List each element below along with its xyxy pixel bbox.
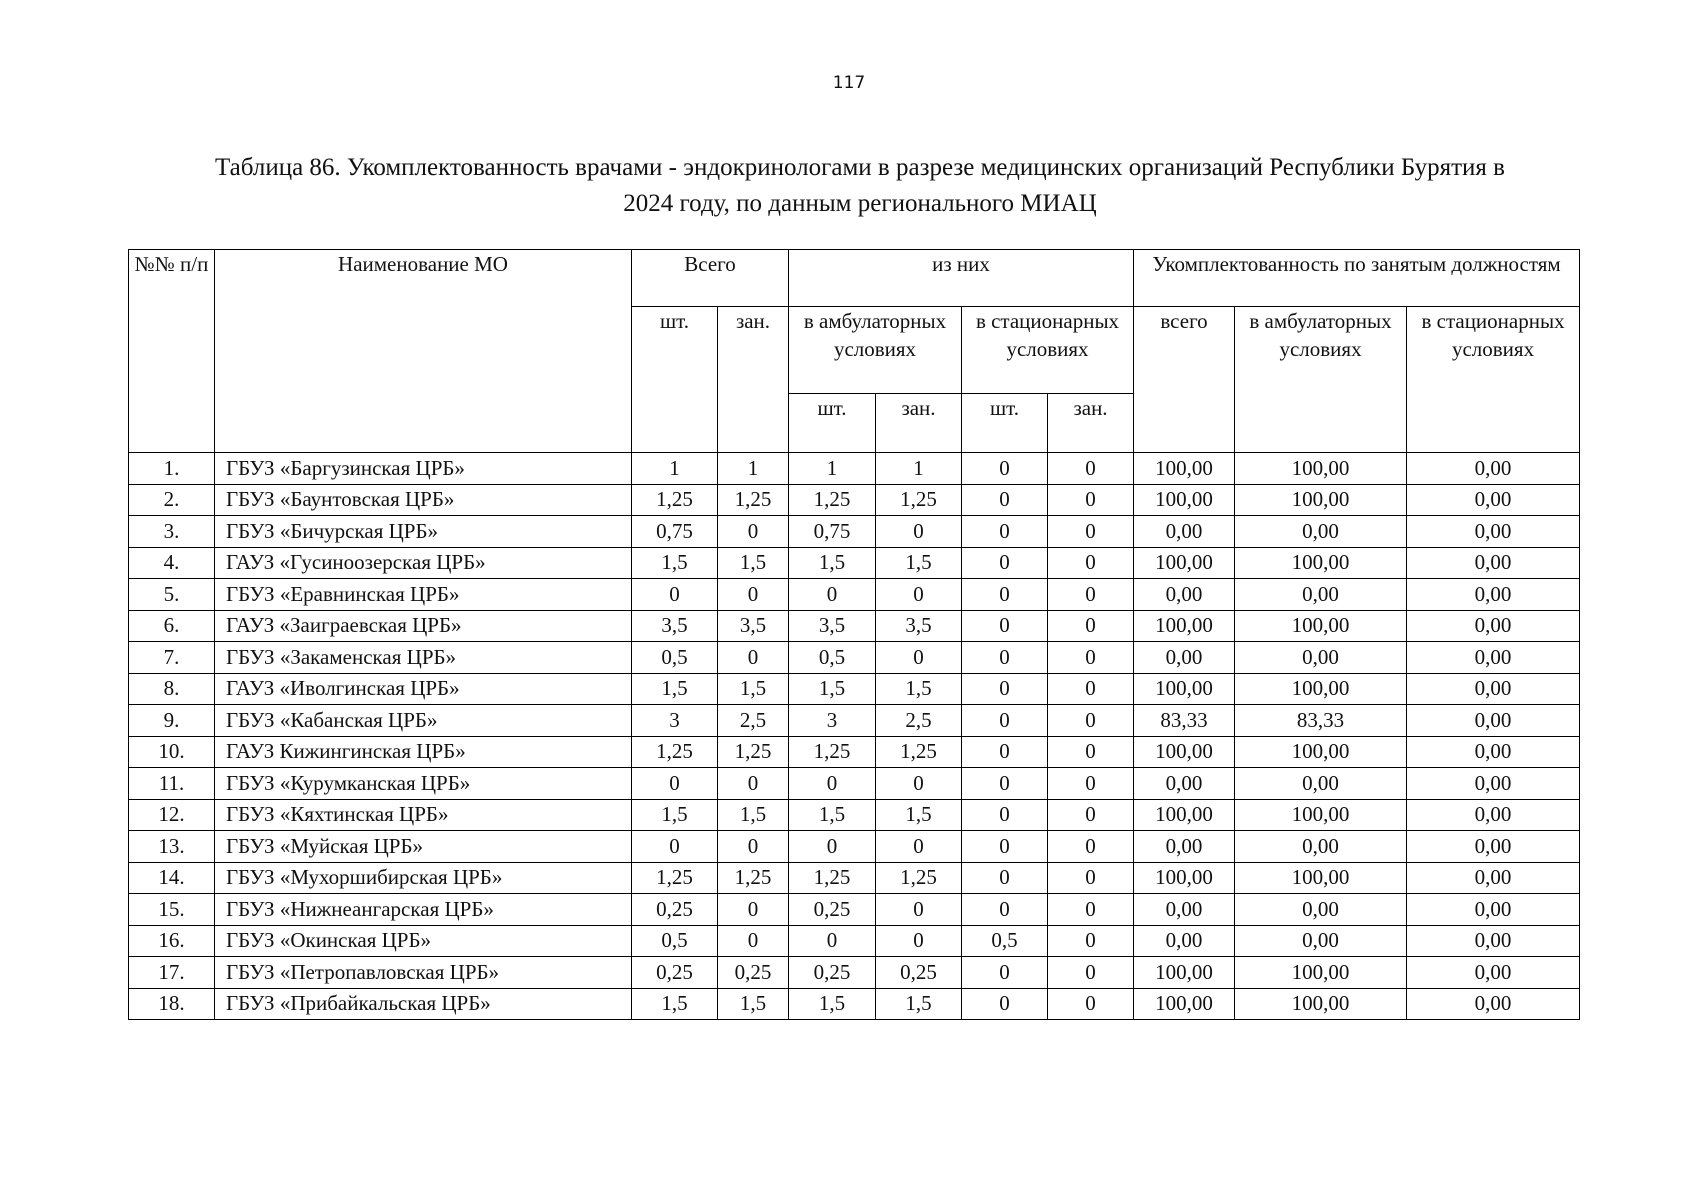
cell-pct-all: 100,00 xyxy=(1134,673,1235,705)
cell-stat-zan: 0 xyxy=(1048,894,1134,926)
cell-pct-stat: 0,00 xyxy=(1407,831,1580,863)
header-amb-zan: зан. xyxy=(876,394,962,453)
cell-pct-stat: 0,00 xyxy=(1407,484,1580,516)
cell-total-zan: 0 xyxy=(718,516,789,548)
cell-row-number: 14. xyxy=(129,862,215,894)
cell-amb-zan: 1,5 xyxy=(876,988,962,1020)
cell-stat-zan: 0 xyxy=(1048,673,1134,705)
cell-pct-amb: 100,00 xyxy=(1235,988,1407,1020)
cell-total-sht: 0,5 xyxy=(632,642,718,674)
cell-stat-sht: 0 xyxy=(962,516,1048,548)
cell-pct-all: 100,00 xyxy=(1134,988,1235,1020)
cell-stat-zan: 0 xyxy=(1048,831,1134,863)
cell-pct-amb: 0,00 xyxy=(1235,894,1407,926)
cell-amb-zan: 1,25 xyxy=(876,736,962,768)
cell-pct-all: 100,00 xyxy=(1134,484,1235,516)
cell-stat-sht: 0 xyxy=(962,736,1048,768)
cell-total-sht: 1,25 xyxy=(632,862,718,894)
cell-amb-zan: 0 xyxy=(876,925,962,957)
cell-pct-all: 0,00 xyxy=(1134,925,1235,957)
cell-row-number: 13. xyxy=(129,831,215,863)
cell-total-sht: 1,5 xyxy=(632,799,718,831)
cell-total-sht: 0 xyxy=(632,831,718,863)
table-row xyxy=(129,925,1580,957)
cell-total-sht: 0,25 xyxy=(632,957,718,989)
cell-total-zan: 0 xyxy=(718,831,789,863)
cell-amb-sht: 1 xyxy=(789,453,876,485)
cell-stat-zan: 0 xyxy=(1048,453,1134,485)
cell-row-number: 18. xyxy=(129,988,215,1020)
table-row xyxy=(129,484,1580,516)
cell-stat-sht: 0 xyxy=(962,957,1048,989)
cell-stat-zan: 0 xyxy=(1048,547,1134,579)
cell-pct-stat: 0,00 xyxy=(1407,988,1580,1020)
cell-pct-amb: 0,00 xyxy=(1235,831,1407,863)
cell-stat-sht: 0 xyxy=(962,642,1048,674)
table-header xyxy=(129,250,1580,453)
cell-total-zan: 0 xyxy=(718,579,789,611)
header-stat: в стационарных условиях xyxy=(962,307,1134,394)
header-of-them: из них xyxy=(789,250,1134,307)
cell-pct-amb: 100,00 xyxy=(1235,957,1407,989)
cell-amb-zan: 2,5 xyxy=(876,705,962,737)
table-row xyxy=(129,799,1580,831)
cell-mo-name: ГБУЗ «Бичурская ЦРБ» xyxy=(215,516,632,548)
header-stat-sht: шт. xyxy=(962,394,1048,453)
cell-total-sht: 1 xyxy=(632,453,718,485)
cell-amb-zan: 0 xyxy=(876,831,962,863)
cell-pct-amb: 100,00 xyxy=(1235,862,1407,894)
header-pct-stat: в стационарных условиях xyxy=(1407,307,1580,453)
cell-pct-all: 100,00 xyxy=(1134,862,1235,894)
cell-stat-sht: 0 xyxy=(962,453,1048,485)
cell-pct-stat: 0,00 xyxy=(1407,768,1580,800)
cell-mo-name: ГБУЗ «Муйская ЦРБ» xyxy=(215,831,632,863)
cell-amb-zan: 1,5 xyxy=(876,673,962,705)
cell-mo-name: ГБУЗ «Петропавловская ЦРБ» xyxy=(215,957,632,989)
cell-stat-sht: 0 xyxy=(962,894,1048,926)
cell-row-number: 8. xyxy=(129,673,215,705)
cell-mo-name: ГБУЗ «Нижнеангарская ЦРБ» xyxy=(215,894,632,926)
cell-amb-zan: 1,25 xyxy=(876,484,962,516)
table-row xyxy=(129,547,1580,579)
cell-row-number: 9. xyxy=(129,705,215,737)
cell-amb-zan: 1,25 xyxy=(876,862,962,894)
cell-stat-zan: 0 xyxy=(1048,799,1134,831)
cell-mo-name: ГБУЗ «Еравнинская ЦРБ» xyxy=(215,579,632,611)
cell-pct-amb: 100,00 xyxy=(1235,736,1407,768)
cell-row-number: 4. xyxy=(129,547,215,579)
cell-stat-sht: 0 xyxy=(962,831,1048,863)
header-name: Наименование МО xyxy=(215,250,632,453)
cell-amb-sht: 0,25 xyxy=(789,957,876,989)
cell-amb-zan: 1 xyxy=(876,453,962,485)
cell-stat-sht: 0 xyxy=(962,768,1048,800)
header-staffing: Укомплектованность по занятым должностям xyxy=(1134,250,1580,307)
cell-total-zan: 0 xyxy=(718,894,789,926)
cell-stat-sht: 0 xyxy=(962,579,1048,611)
cell-pct-all: 100,00 xyxy=(1134,957,1235,989)
cell-pct-stat: 0,00 xyxy=(1407,736,1580,768)
table-row xyxy=(129,453,1580,485)
cell-row-number: 6. xyxy=(129,610,215,642)
cell-pct-stat: 0,00 xyxy=(1407,516,1580,548)
header-amb-sht: шт. xyxy=(789,394,876,453)
cell-row-number: 3. xyxy=(129,516,215,548)
cell-amb-sht: 0 xyxy=(789,579,876,611)
cell-stat-zan: 0 xyxy=(1048,579,1134,611)
table-row xyxy=(129,736,1580,768)
cell-stat-zan: 0 xyxy=(1048,862,1134,894)
cell-amb-zan: 3,5 xyxy=(876,610,962,642)
table-row xyxy=(129,579,1580,611)
cell-stat-zan: 0 xyxy=(1048,484,1134,516)
cell-stat-zan: 0 xyxy=(1048,988,1134,1020)
cell-pct-amb: 0,00 xyxy=(1235,642,1407,674)
table-row xyxy=(129,768,1580,800)
cell-stat-sht: 0 xyxy=(962,862,1048,894)
cell-total-sht: 3 xyxy=(632,705,718,737)
cell-mo-name: ГБУЗ «Мухоршибирская ЦРБ» xyxy=(215,862,632,894)
cell-total-zan: 0 xyxy=(718,768,789,800)
cell-amb-sht: 3 xyxy=(789,705,876,737)
cell-mo-name: ГБУЗ «Баунтовская ЦРБ» xyxy=(215,484,632,516)
cell-amb-zan: 0 xyxy=(876,516,962,548)
staffing-table xyxy=(128,249,1580,1020)
cell-total-zan: 1,5 xyxy=(718,547,789,579)
cell-stat-sht: 0 xyxy=(962,547,1048,579)
header-pct-amb: в амбулаторных условиях xyxy=(1235,307,1407,453)
cell-pct-amb: 100,00 xyxy=(1235,610,1407,642)
cell-amb-zan: 0 xyxy=(876,642,962,674)
table-body xyxy=(129,453,1580,1020)
cell-amb-sht: 1,25 xyxy=(789,484,876,516)
cell-pct-amb: 100,00 xyxy=(1235,799,1407,831)
cell-pct-stat: 0,00 xyxy=(1407,862,1580,894)
cell-mo-name: ГБУЗ «Баргузинская ЦРБ» xyxy=(215,453,632,485)
cell-pct-amb: 100,00 xyxy=(1235,547,1407,579)
cell-pct-stat: 0,00 xyxy=(1407,894,1580,926)
page-number: 117 xyxy=(832,73,866,93)
cell-amb-zan: 0 xyxy=(876,894,962,926)
cell-stat-sht: 0 xyxy=(962,484,1048,516)
header-total-zan: зан. xyxy=(718,307,789,453)
cell-row-number: 7. xyxy=(129,642,215,674)
cell-amb-zan: 0 xyxy=(876,768,962,800)
cell-row-number: 12. xyxy=(129,799,215,831)
cell-amb-sht: 1,5 xyxy=(789,799,876,831)
cell-stat-sht: 0 xyxy=(962,799,1048,831)
cell-pct-amb: 100,00 xyxy=(1235,484,1407,516)
cell-amb-sht: 1,5 xyxy=(789,673,876,705)
cell-stat-zan: 0 xyxy=(1048,642,1134,674)
cell-stat-zan: 0 xyxy=(1048,957,1134,989)
cell-amb-sht: 1,5 xyxy=(789,547,876,579)
cell-total-sht: 3,5 xyxy=(632,610,718,642)
cell-mo-name: ГАУЗ «Иволгинская ЦРБ» xyxy=(215,673,632,705)
cell-pct-all: 100,00 xyxy=(1134,799,1235,831)
cell-pct-amb: 100,00 xyxy=(1235,453,1407,485)
cell-amb-sht: 0,5 xyxy=(789,642,876,674)
cell-stat-zan: 0 xyxy=(1048,736,1134,768)
cell-row-number: 15. xyxy=(129,894,215,926)
cell-amb-sht: 0,25 xyxy=(789,894,876,926)
cell-pct-all: 100,00 xyxy=(1134,547,1235,579)
cell-total-sht: 0,5 xyxy=(632,925,718,957)
table-row xyxy=(129,642,1580,674)
header-num: №№ п/п xyxy=(129,250,215,453)
cell-total-zan: 2,5 xyxy=(718,705,789,737)
cell-total-zan: 1,5 xyxy=(718,799,789,831)
cell-mo-name: ГБУЗ «Закаменская ЦРБ» xyxy=(215,642,632,674)
cell-pct-all: 0,00 xyxy=(1134,516,1235,548)
cell-mo-name: ГБУЗ «Курумканская ЦРБ» xyxy=(215,768,632,800)
cell-pct-stat: 0,00 xyxy=(1407,547,1580,579)
cell-pct-all: 0,00 xyxy=(1134,831,1235,863)
header-pct-all: всего xyxy=(1134,307,1235,453)
cell-total-sht: 0,75 xyxy=(632,516,718,548)
cell-row-number: 1. xyxy=(129,453,215,485)
header-amb: в амбулаторных условиях xyxy=(789,307,962,394)
cell-mo-name: ГБУЗ «Окинская ЦРБ» xyxy=(215,925,632,957)
cell-amb-sht: 1,25 xyxy=(789,862,876,894)
cell-pct-all: 100,00 xyxy=(1134,736,1235,768)
cell-total-sht: 0 xyxy=(632,768,718,800)
cell-pct-stat: 0,00 xyxy=(1407,610,1580,642)
cell-total-sht: 1,5 xyxy=(632,547,718,579)
cell-stat-sht: 0,5 xyxy=(962,925,1048,957)
cell-amb-zan: 0,25 xyxy=(876,957,962,989)
cell-total-sht: 1,25 xyxy=(632,736,718,768)
table-title xyxy=(100,150,1620,222)
cell-mo-name: ГАУЗ Кижингинская ЦРБ» xyxy=(215,736,632,768)
cell-stat-sht: 0 xyxy=(962,988,1048,1020)
cell-total-zan: 1,25 xyxy=(718,484,789,516)
cell-amb-zan: 1,5 xyxy=(876,547,962,579)
header-stat-zan: зан. xyxy=(1048,394,1134,453)
cell-total-zan: 1 xyxy=(718,453,789,485)
cell-row-number: 16. xyxy=(129,925,215,957)
cell-pct-stat: 0,00 xyxy=(1407,673,1580,705)
table-row xyxy=(129,831,1580,863)
header-total-sht: шт. xyxy=(632,307,718,453)
cell-amb-sht: 0 xyxy=(789,831,876,863)
cell-total-zan: 0,25 xyxy=(718,957,789,989)
cell-amb-zan: 0 xyxy=(876,579,962,611)
cell-pct-all: 0,00 xyxy=(1134,894,1235,926)
cell-pct-all: 0,00 xyxy=(1134,579,1235,611)
cell-total-sht: 0,25 xyxy=(632,894,718,926)
table-row xyxy=(129,673,1580,705)
cell-pct-all: 0,00 xyxy=(1134,642,1235,674)
cell-row-number: 2. xyxy=(129,484,215,516)
cell-pct-stat: 0,00 xyxy=(1407,957,1580,989)
cell-total-zan: 1,5 xyxy=(718,988,789,1020)
cell-total-sht: 0 xyxy=(632,579,718,611)
cell-total-zan: 1,5 xyxy=(718,673,789,705)
cell-pct-amb: 0,00 xyxy=(1235,925,1407,957)
cell-pct-amb: 0,00 xyxy=(1235,516,1407,548)
cell-mo-name: ГБУЗ «Прибайкальская ЦРБ» xyxy=(215,988,632,1020)
cell-row-number: 17. xyxy=(129,957,215,989)
cell-row-number: 5. xyxy=(129,579,215,611)
cell-pct-stat: 0,00 xyxy=(1407,705,1580,737)
cell-total-zan: 1,25 xyxy=(718,862,789,894)
cell-stat-zan: 0 xyxy=(1048,516,1134,548)
cell-stat-zan: 0 xyxy=(1048,768,1134,800)
cell-stat-zan: 0 xyxy=(1048,705,1134,737)
cell-pct-amb: 83,33 xyxy=(1235,705,1407,737)
cell-amb-sht: 3,5 xyxy=(789,610,876,642)
cell-total-sht: 1,5 xyxy=(632,988,718,1020)
table-row xyxy=(129,894,1580,926)
table-title-line-1: Таблица 86. Укомплектованность врачами - эндокринологами в разрезе медицинских организаций Республики Бурятия в xyxy=(215,154,1505,181)
cell-pct-all: 100,00 xyxy=(1134,453,1235,485)
cell-pct-amb: 100,00 xyxy=(1235,673,1407,705)
cell-amb-sht: 0 xyxy=(789,925,876,957)
cell-mo-name: ГАУЗ «Заиграевская ЦРБ» xyxy=(215,610,632,642)
cell-mo-name: ГБУЗ «Кабанская ЦРБ» xyxy=(215,705,632,737)
cell-total-zan: 0 xyxy=(718,925,789,957)
cell-stat-sht: 0 xyxy=(962,673,1048,705)
cell-pct-all: 83,33 xyxy=(1134,705,1235,737)
cell-amb-sht: 0 xyxy=(789,768,876,800)
cell-pct-stat: 0,00 xyxy=(1407,453,1580,485)
cell-mo-name: ГАУЗ «Гусиноозерская ЦРБ» xyxy=(215,547,632,579)
cell-stat-zan: 0 xyxy=(1048,610,1134,642)
cell-pct-stat: 0,00 xyxy=(1407,925,1580,957)
cell-amb-sht: 1,25 xyxy=(789,736,876,768)
cell-pct-all: 100,00 xyxy=(1134,610,1235,642)
cell-total-zan: 1,25 xyxy=(718,736,789,768)
cell-stat-sht: 0 xyxy=(962,610,1048,642)
cell-pct-amb: 0,00 xyxy=(1235,579,1407,611)
table-row xyxy=(129,516,1580,548)
cell-row-number: 11. xyxy=(129,768,215,800)
cell-total-sht: 1,25 xyxy=(632,484,718,516)
cell-total-sht: 1,5 xyxy=(632,673,718,705)
cell-amb-sht: 0,75 xyxy=(789,516,876,548)
table-row xyxy=(129,610,1580,642)
cell-pct-amb: 0,00 xyxy=(1235,768,1407,800)
table-row xyxy=(129,705,1580,737)
table-row xyxy=(129,988,1580,1020)
cell-mo-name: ГБУЗ «Кяхтинская ЦРБ» xyxy=(215,799,632,831)
cell-stat-zan: 0 xyxy=(1048,925,1134,957)
header-total: Всего xyxy=(632,250,789,307)
table-row xyxy=(129,862,1580,894)
table-title-line-2: 2024 году, по данным регионального МИАЦ xyxy=(623,190,1097,217)
cell-pct-all: 0,00 xyxy=(1134,768,1235,800)
cell-row-number: 10. xyxy=(129,736,215,768)
cell-stat-sht: 0 xyxy=(962,705,1048,737)
cell-total-zan: 0 xyxy=(718,642,789,674)
cell-amb-sht: 1,5 xyxy=(789,988,876,1020)
cell-pct-stat: 0,00 xyxy=(1407,799,1580,831)
cell-total-zan: 3,5 xyxy=(718,610,789,642)
cell-pct-stat: 0,00 xyxy=(1407,579,1580,611)
table-row xyxy=(129,957,1580,989)
cell-amb-zan: 1,5 xyxy=(876,799,962,831)
cell-pct-stat: 0,00 xyxy=(1407,642,1580,674)
